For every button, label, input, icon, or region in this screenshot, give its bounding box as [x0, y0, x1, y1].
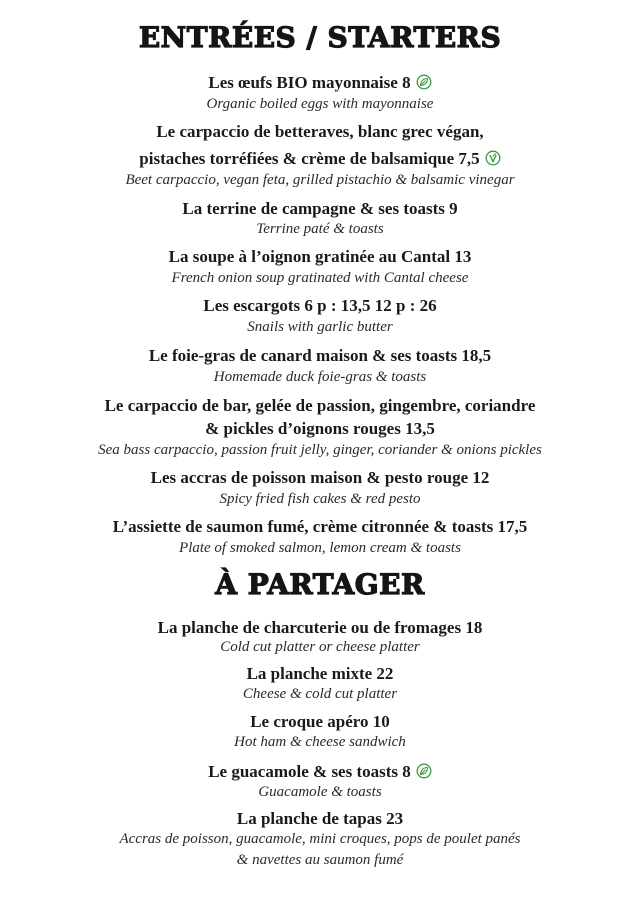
item-name: & pickles d’oignons rouges 13,5 — [205, 419, 435, 438]
item-name: Le foie-gras de canard maison & ses toasts 18,5 — [148, 346, 492, 365]
item-description: Cold cut platter or cheese platter — [220, 639, 420, 655]
item-description: & navettes au saumon fumé — [236, 852, 404, 868]
item-name: La planche de tapas 23 — [236, 809, 404, 828]
item-description: Accras de poisson, guacamole, mini croques, pops de poulet panés — [119, 831, 521, 847]
leaf-icon — [416, 74, 432, 90]
item-description: French onion soup gratinated with Cantal cheese — [171, 270, 469, 286]
vegan-v-icon — [485, 150, 501, 166]
item-description: Homemade duck foie-gras & toasts — [213, 369, 427, 385]
item-name: pistaches torréfiées & crème de balsamique 7,5 — [0, 150, 640, 167]
item-name: Le carpaccio de betteraves, blanc grec végan, — [156, 122, 484, 141]
item-description: Sea bass carpaccio, passion fruit jelly, ginger, coriander & onions pickles — [98, 442, 542, 458]
item-name: Le croque apéro 10 — [250, 712, 390, 731]
item-description: Cheese & cold cut platter — [242, 686, 398, 702]
item-name: La planche de charcuterie ou de fromages 18 — [157, 618, 483, 637]
item-name: Les accras de poisson maison & pesto rouge 12 — [150, 468, 490, 487]
item-name: L’assiette de saumon fumé, crème citronnée & toasts 17,5 — [112, 517, 528, 536]
item-description: Hot ham & cheese sandwich — [234, 734, 406, 750]
item-description: Snails with garlic butter — [247, 319, 393, 335]
item-name: La terrine de campagne & ses toasts 9 — [182, 199, 458, 218]
item-name: La planche mixte 22 — [246, 664, 394, 683]
section-title-sharing: À PARTAGER — [215, 568, 425, 601]
item-description: Organic boiled eggs with mayonnaise — [206, 96, 434, 112]
item-name: Le carpaccio de bar, gelée de passion, gingembre, coriandre — [104, 396, 536, 415]
item-description: Beet carpaccio, vegan feta, grilled pistachio & balsamic vinegar — [125, 172, 515, 188]
item-description: Terrine paté & toasts — [256, 221, 384, 237]
item-name: Les œufs BIO mayonnaise 8 — [0, 74, 640, 91]
section-title-starters: ENTRÉES / STARTERS — [138, 21, 502, 54]
item-name: La soupe à l’oignon gratinée au Cantal 13 — [168, 247, 472, 266]
item-description: Spicy fried fish cakes & red pesto — [219, 491, 421, 507]
item-description: Plate of smoked salmon, lemon cream & toasts — [179, 540, 461, 556]
leaf-icon — [416, 763, 432, 779]
item-name: Les escargots 6 p : 13,5 12 p : 26 — [203, 296, 437, 315]
item-name: Le guacamole & ses toasts 8 — [0, 763, 640, 780]
item-description: Guacamole & toasts — [258, 784, 382, 800]
